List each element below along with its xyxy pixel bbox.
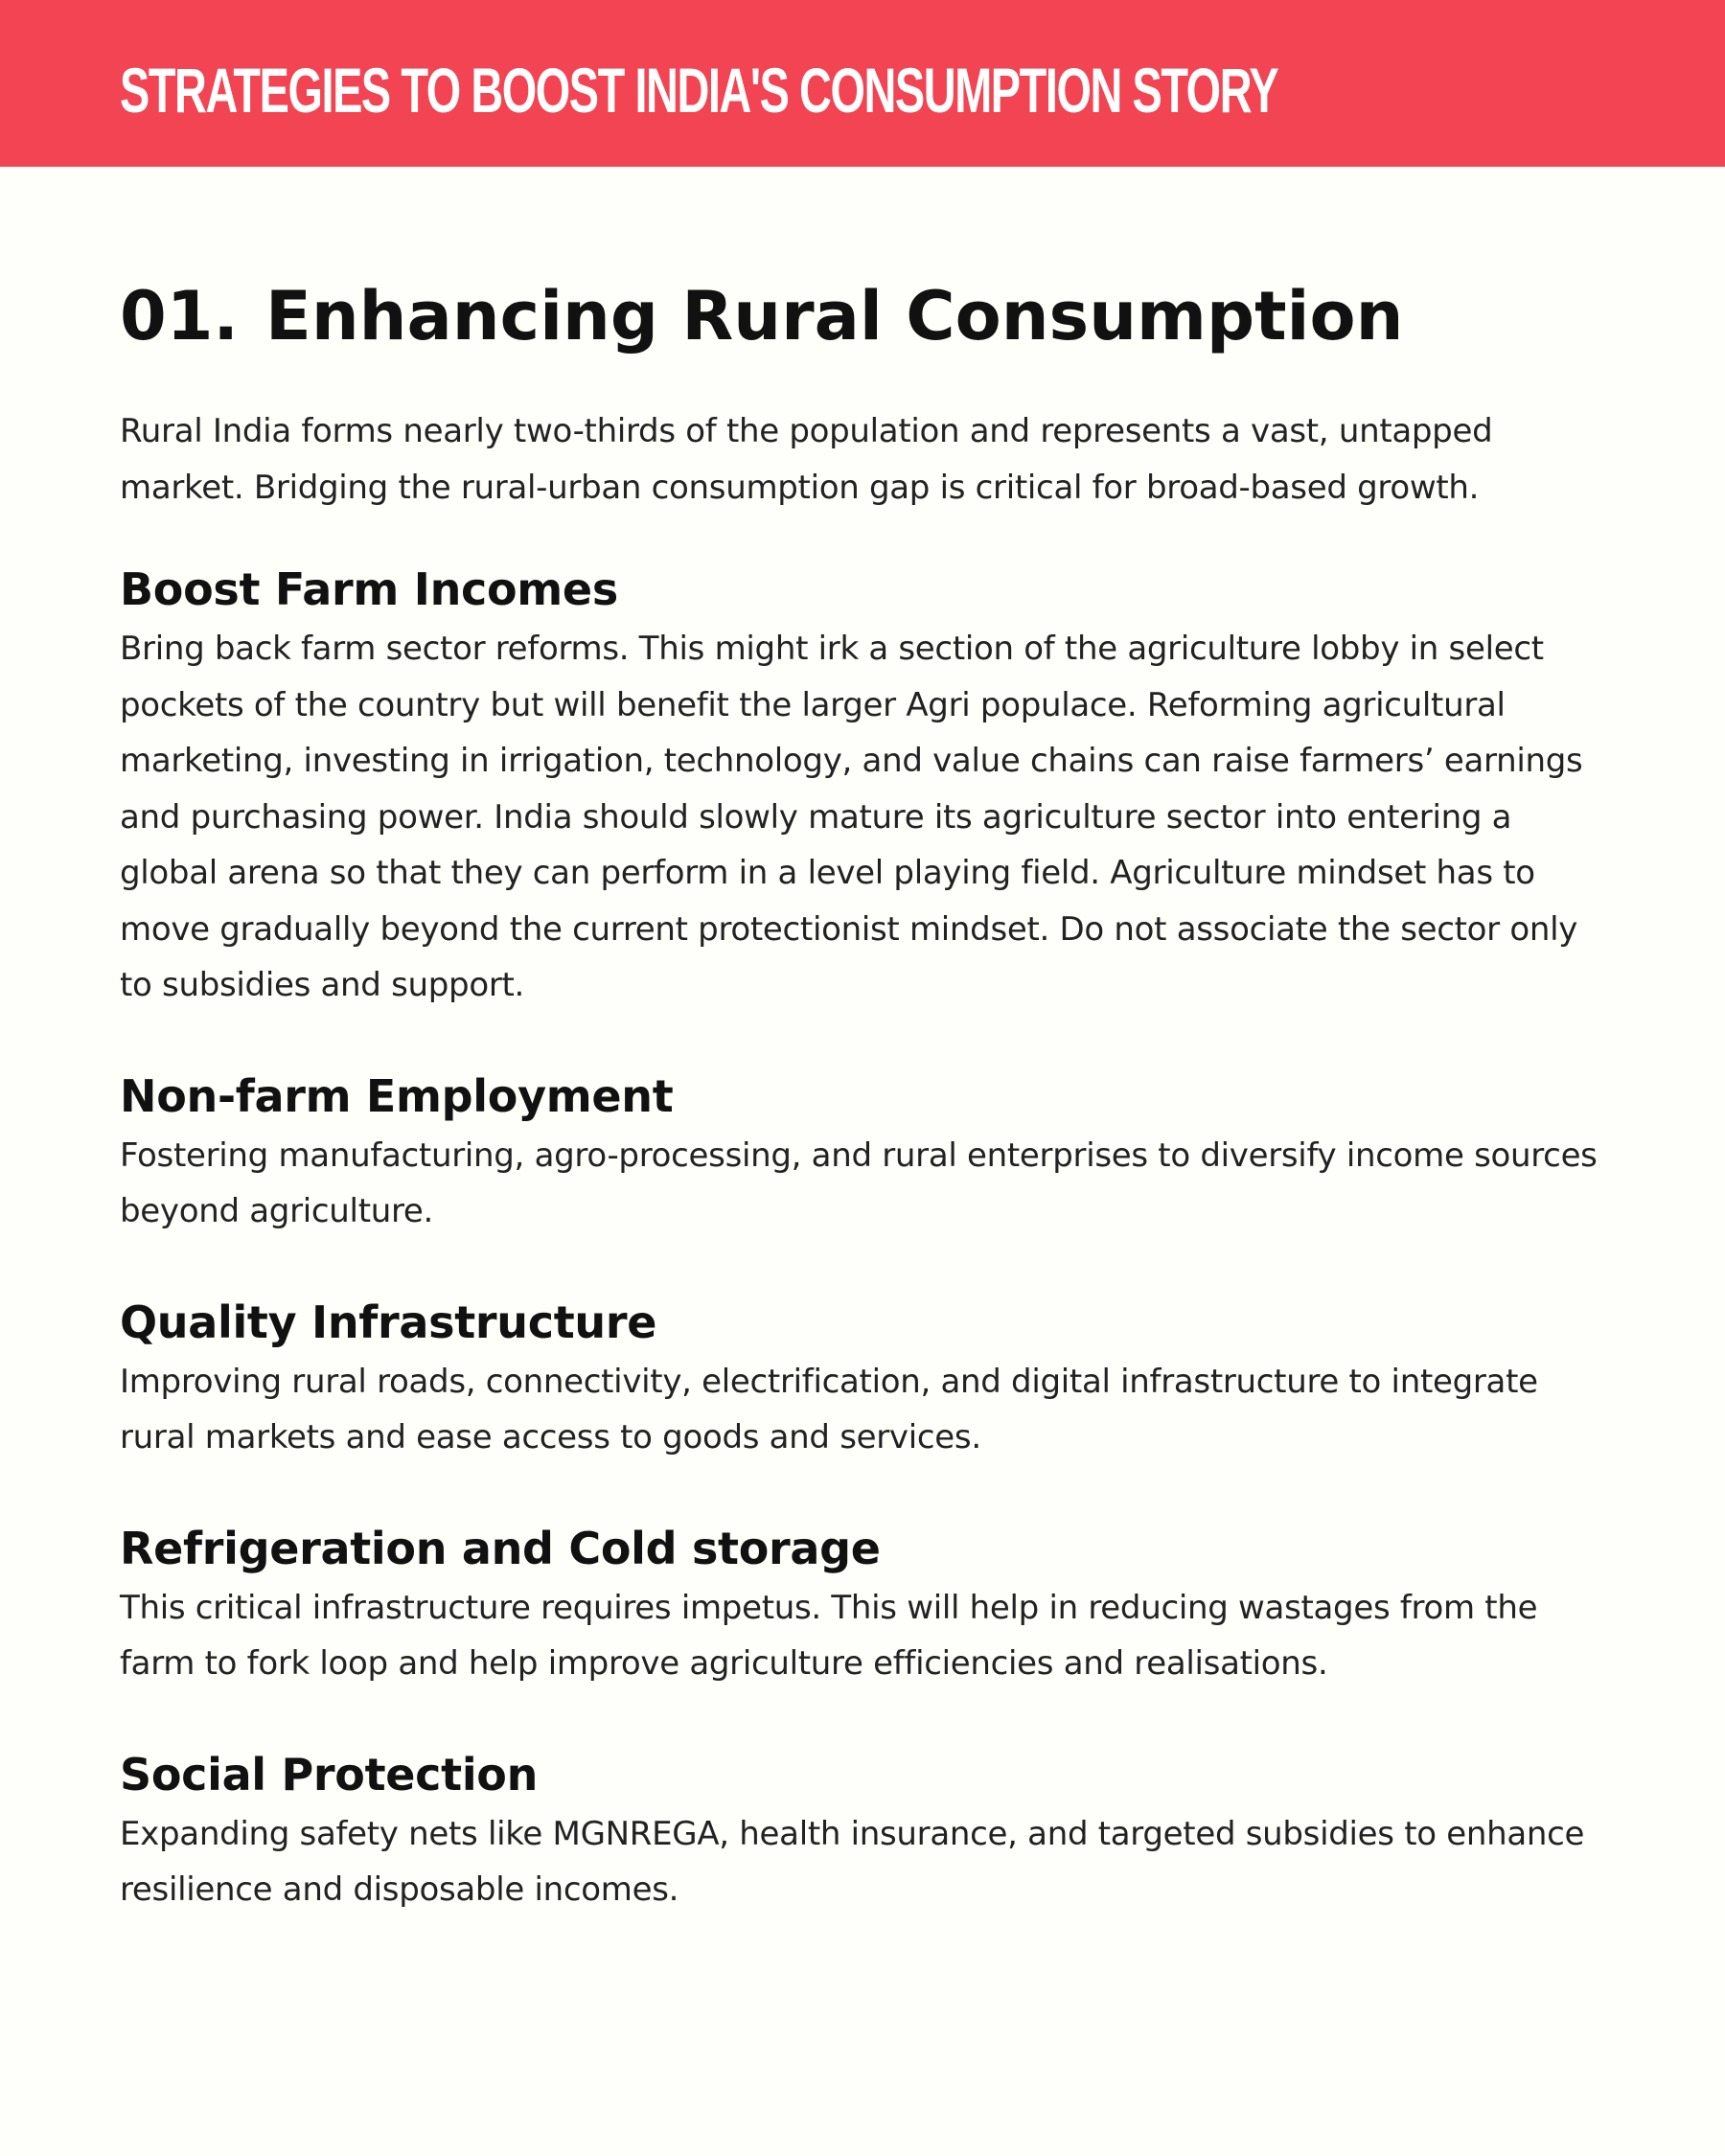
strategy-text: Expanding safety nets like MGNREGA, health insurance, and targeted subsidies to enhance resilience and disposable incomes. (120, 1814, 1585, 1909)
strategy-title: Boost Farm Incomes (120, 563, 618, 615)
strategy-title: Non-farm Employment (120, 1069, 674, 1122)
strategy-title: Social Protection (120, 1748, 539, 1800)
strategy-boost-farm-incomes (120, 562, 1615, 1014)
section-number: 01. (120, 277, 240, 356)
strategy-title: Quality Infrastructure (120, 1296, 657, 1348)
main-content (120, 268, 1615, 1918)
section-title: Enhancing Rural Consumption (265, 277, 1404, 356)
header-bar (0, 0, 1725, 167)
strategy-title: Refrigeration and Cold storage (120, 1522, 881, 1574)
strategy-social-protection (120, 1747, 1615, 1918)
page-title: STRATEGIES TO BOOST INDIA'S CONSUMPTION STORY (120, 55, 1278, 126)
strategy-text: This critical infrastructure requires impetus. This will help in reducing wastages from the farm to fork loop and help improve agriculture efficiencies and realisations. (120, 1588, 1538, 1683)
strategy-text: Bring back farm sector reforms. This might irk a section of the agriculture lobby in select pockets of the country but will benefit the larger Agri populace. Reforming agricultural marketing, investing in irrigation, technology, and value chains can raise farmers’ earnings and purchasing power. India should slowly mature its agriculture sector into entering a global arena so that they can perform in a level playing field. Agriculture mindset has to move gradually beyond the current protectionist mindset. Do not associate the sector only to subsidies and support. (120, 630, 1583, 1004)
strategy-refrigeration-cold-storage (120, 1521, 1615, 1692)
section-intro: Rural India forms nearly two-thirds of the population and represents a vast, untapped market. Bridging the rural-urban consumption gap is critical for broad-based growth. (120, 412, 1493, 507)
strategy-non-farm-employment (120, 1068, 1615, 1240)
section-heading (120, 268, 1615, 364)
strategy-text: Fostering manufacturing, agro-processing, and rural enterprises to diversify income sources beyond agriculture. (120, 1135, 1598, 1230)
strategy-text: Improving rural roads, connectivity, electrification, and digital infrastructure to integrate rural markets and ease access to goods and services. (120, 1362, 1538, 1456)
strategy-quality-infrastructure (120, 1295, 1615, 1466)
